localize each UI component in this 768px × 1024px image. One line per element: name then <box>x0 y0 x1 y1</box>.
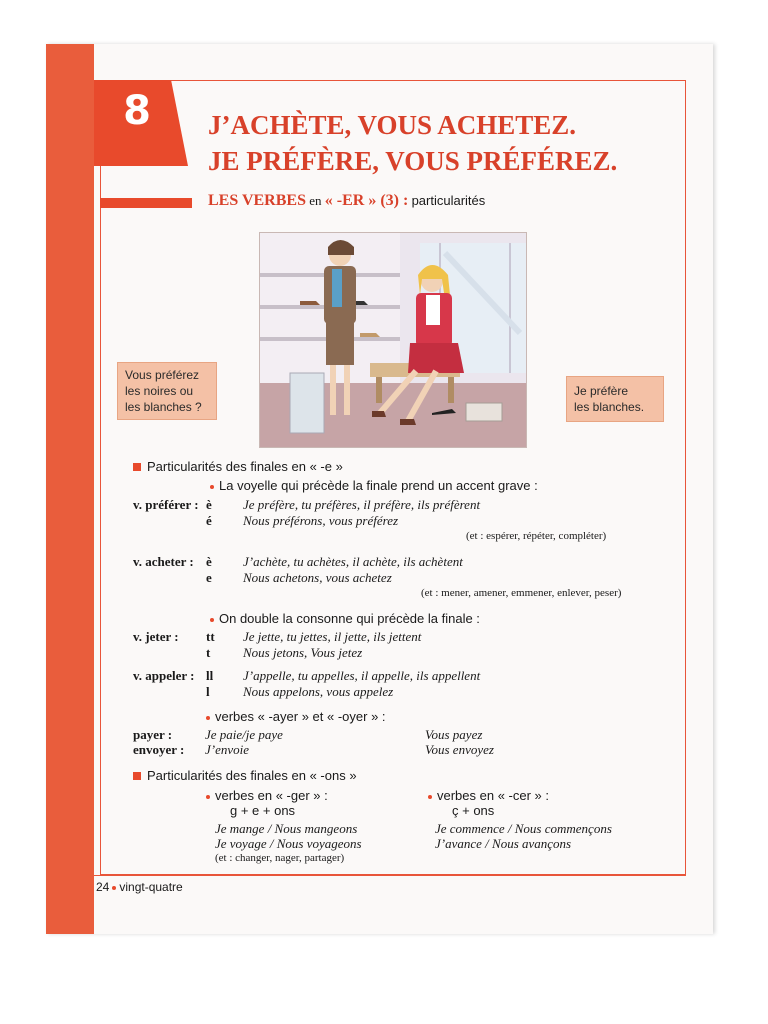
page-number: 24 <box>96 880 110 894</box>
rule-cer: ç + ons <box>452 803 495 818</box>
page-footer <box>96 880 183 894</box>
callout-answer <box>566 376 664 422</box>
bottom-rule <box>94 875 686 876</box>
forms-envoyer: J’envoie <box>205 742 250 757</box>
verb-label-acheter: v. acheter : <box>133 554 194 569</box>
subtitle <box>208 192 485 210</box>
callout-right-line-1: Je préfère <box>574 384 629 398</box>
conj-appeler-1: J’appelle, tu appelles, il appelle, ils appellent <box>243 668 481 683</box>
note-ger: (et : changer, nager, partager) <box>215 852 345 864</box>
bullet-icon <box>210 618 214 622</box>
note-acheter: (et : mener, amener, emmener, enlever, peser) <box>421 587 622 599</box>
note-preferer: (et : espérer, répéter, compléter) <box>466 530 607 542</box>
callout-right-line-2: les blanches. <box>574 400 645 414</box>
footer-dot-icon <box>112 886 116 890</box>
title-line-2: JE PRÉFÈRE, VOUS PRÉFÉREZ. <box>208 146 618 176</box>
bullet-icon <box>428 795 432 799</box>
left-color-bar <box>46 44 94 934</box>
callout-left-line-2: les noires ou <box>125 384 194 398</box>
vowel-acheter-2: e <box>206 570 212 585</box>
example-cer-1: Je commence / Nous commençons <box>435 821 612 836</box>
section-marker-icon <box>133 463 141 471</box>
conj-acheter-1: J’achète, tu achètes, il achète, ils achètent <box>243 554 463 569</box>
verb-label-envoyer: envoyer : <box>133 742 185 757</box>
subtitle-rest: particularités <box>411 193 486 208</box>
vowel-acheter-1: è <box>206 554 212 569</box>
vous-envoyer: Vous envoyez <box>425 742 494 757</box>
title-line-1: J’ACHÈTE, VOUS ACHETEZ. <box>208 110 577 140</box>
shoe-shop-illustration <box>259 232 527 448</box>
callout-left-line-3: les blanches ? <box>125 400 202 414</box>
bullet-double-consonne: On double la consonne qui précède la finale : <box>219 611 480 626</box>
verb-label-preferer: v. préférer : <box>133 497 199 512</box>
conj-appeler-2: Nous appelons, vous appelez <box>243 684 394 699</box>
bullet-icon <box>206 716 210 720</box>
verb-label-appeler: v. appeler : <box>133 668 195 683</box>
conj-jeter-2: Nous jetons, Vous jetez <box>243 645 363 660</box>
subtitle-rule <box>100 198 192 208</box>
example-ger-1: Je mange / Nous mangeons <box>215 821 358 836</box>
callout-left-line-1: Vous préférez <box>125 368 200 382</box>
section2-header: Particularités des finales en « -ons » <box>147 768 357 783</box>
lesson-number: 8 <box>123 88 151 134</box>
forms-payer: Je paie/je paye <box>205 727 283 742</box>
conj-preferer-1: Je préfère, tu préfères, il préfère, ils préfèrent <box>243 497 481 512</box>
bullet-cer: verbes en « -cer » : <box>437 788 549 803</box>
verb-label-jeter: v. jeter : <box>133 629 179 644</box>
bullet-ayer-oyer: verbes « -ayer » et « -oyer » : <box>215 709 386 724</box>
bullet-accent-grave: La voyelle qui précède la finale prend un accent grave : <box>219 478 538 493</box>
example-cer-2: J’avance / Nous avançons <box>435 836 572 851</box>
section1-header: Particularités des finales en « -e » <box>147 459 343 474</box>
conj-preferer-2: Nous préférons, vous préférez <box>243 513 399 528</box>
subtitle-er: « -ER » (3) : <box>324 192 409 209</box>
consonant-appeler-1: ll <box>206 668 214 683</box>
shoe-shop-drawing <box>260 233 527 448</box>
verb-label-payer: payer : <box>133 727 173 742</box>
consonant-jeter-2: t <box>206 645 211 660</box>
vowel-preferer-2: é <box>206 513 212 528</box>
bullet-ger: verbes en « -ger » : <box>215 788 328 803</box>
consonant-jeter-1: tt <box>206 629 215 644</box>
callout-question <box>117 362 217 420</box>
rule-ger: g + e + ons <box>230 803 296 818</box>
conj-acheter-2: Nous achetons, vous achetez <box>243 570 392 585</box>
section-marker-icon <box>133 772 141 780</box>
bullet-icon <box>206 795 210 799</box>
page-number-words: vingt-quatre <box>119 880 183 894</box>
consonant-appeler-2: l <box>206 684 210 699</box>
example-ger-2: Je voyage / Nous voyageons <box>215 836 362 851</box>
vous-payer: Vous payez <box>425 727 483 742</box>
subtitle-main: LES VERBES <box>208 192 306 209</box>
vowel-preferer-1: è <box>206 497 212 512</box>
conj-jeter-1: Je jette, tu jettes, il jette, ils jettent <box>243 629 422 644</box>
bullet-icon <box>210 485 214 489</box>
subtitle-en: en <box>309 193 322 208</box>
